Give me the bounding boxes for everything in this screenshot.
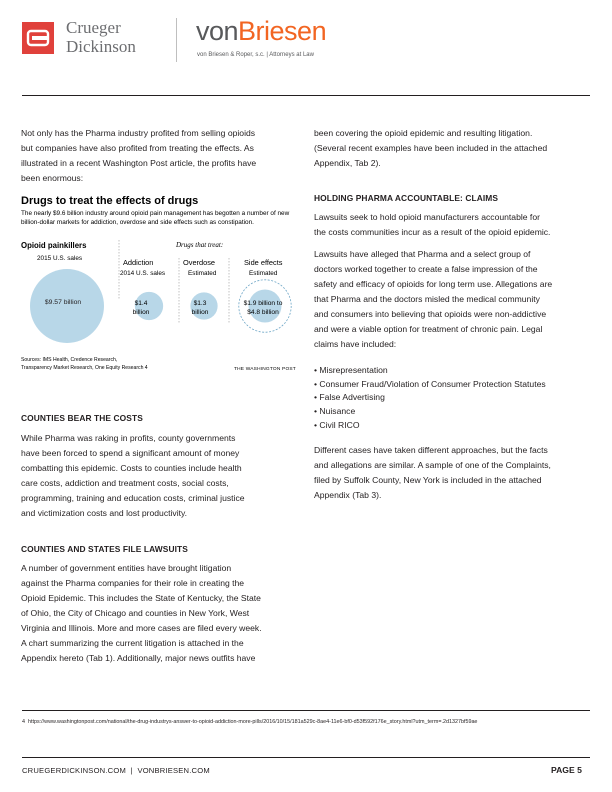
figure-title: Drugs to treat the effects of drugs bbox=[21, 195, 199, 207]
lawsuits-paragraph: A number of government entities have brought litigation against the Pharma companies for their role in creating the Opioid Epidemic. This includes the State of Kentucky, the State of Ohio, the City of Chicago and counties in New York, West Virginia and Illinois. More and more cases are filed every week. A chart summarizing the current litigation is attached in the Appendix hereto (Tab 1). Additionally, major news outfits have bbox=[21, 563, 262, 663]
crueger-dickinson-link[interactable]: CRUEGERDICKINSON.COM bbox=[22, 766, 126, 775]
footnote-link[interactable]: https://www.washingtonpost.com/national/the-drug-industrys-answer-to-opioid-addiction-more-pills/2016/10/15/181a529c-8ae4-11e6-bf0-d53f592f176e_story.html?utm_term=.2d1327bf59ae bbox=[28, 719, 478, 725]
right-continuation: been covering the opioid epidemic and resulting litigation. (Several recent examples have been included in the attached Appendix, Tab 2). bbox=[314, 128, 548, 168]
claims-heading: HOLDING PHARMA ACCOUNTABLE: CLAIMS bbox=[314, 193, 499, 203]
claims-paragraph-2: Lawsuits have alleged that Pharma and a select group of doctors worked together to create a false impression of the safety and efficacy of opioids for long term use. Allegations are that Pharma and the doctors misled the medical community and consumers into believing that opioids were non-addictive and were a viable option for treatment of chronic pain. Legal claims have included: bbox=[314, 249, 553, 349]
list-item: • Consumer Fraud/Violation of Consumer Protection Statutes bbox=[314, 378, 599, 392]
von-briesen-link[interactable]: VONBRIESEN.COM bbox=[137, 766, 210, 775]
footer-separator: | bbox=[130, 766, 133, 775]
header-rule bbox=[22, 95, 590, 96]
von-briesen-wordmark: vonBriesen bbox=[196, 16, 327, 46]
header-divider bbox=[176, 18, 177, 62]
counties-cost-heading: COUNTIES BEAR THE COSTS bbox=[21, 413, 143, 423]
side-effects-sub: Estimated bbox=[249, 270, 278, 277]
counties-cost-paragraph: While Pharma was raking in profits, county governments have been forced to spend a significant amount of money combatting this epidemic. Costs to counties include health care costs, addiction and treatment costs, social costs, programming, training and education costs, criminal justice and victimization costs and lost productivity. bbox=[21, 433, 245, 518]
drugs-that-treat-label: Drugs that treat: bbox=[176, 241, 224, 249]
list-item: • False Advertising bbox=[314, 391, 599, 405]
overdose-value: $1.3 billion bbox=[191, 300, 209, 316]
crueger-dickinson-logo-icon bbox=[22, 22, 54, 54]
lawsuits-heading: COUNTIES AND STATES FILE LAWSUITS bbox=[21, 544, 188, 554]
von-briesen-tagline: von Briesen & Roper, s.c. | Attorneys at Law bbox=[197, 52, 314, 58]
footnote-number: 4 bbox=[22, 719, 25, 725]
footer-rule bbox=[22, 757, 590, 758]
overdose-label: Overdose bbox=[183, 258, 216, 267]
figure-sources: Sources: IMS Health, Credence Research, Transparency Market Research, One Equity Research 4 bbox=[21, 357, 148, 371]
claims-paragraph-1: Lawsuits seek to hold opioid manufacturers accountable for the costs communities incur as a result of the opioid epidemic. bbox=[314, 212, 551, 237]
painkillers-value: $9.57 billion bbox=[44, 299, 82, 306]
claims-list bbox=[314, 364, 599, 433]
footer-links bbox=[22, 766, 210, 775]
side-effects-label: Side effects bbox=[244, 258, 283, 267]
page-number: PAGE 5 bbox=[551, 765, 582, 775]
addiction-value: $1.4 billion bbox=[132, 300, 150, 316]
list-item: • Misrepresentation bbox=[314, 364, 599, 378]
list-item: • Nuisance bbox=[314, 405, 599, 419]
side-effects-value: $1.9 billion to $4.8 billion bbox=[243, 300, 283, 316]
footnote bbox=[22, 718, 597, 726]
addiction-sub: 2014 U.S. sales bbox=[120, 270, 166, 277]
painkillers-label: Opioid painkillers bbox=[21, 241, 87, 250]
intro-paragraph: Not only has the Pharma industry profited from selling opioids but companies have also profited from treating the effects. As illustrated in a recent Washington Post article, the profits have been enormous: bbox=[21, 128, 257, 183]
footnote-rule bbox=[22, 710, 590, 711]
painkillers-sub: 2015 U.S. sales bbox=[37, 255, 83, 262]
overdose-sub: Estimated bbox=[188, 270, 217, 277]
list-item: • Civil RICO bbox=[314, 419, 599, 433]
crueger-dickinson-wordmark: Crueger Dickinson bbox=[66, 18, 136, 56]
figure-subtitle: The nearly $9.6 billion industry around opioid pain management has begotten a number of new billion-dollar markets for addiction, overdose and side effects such as constipation. bbox=[21, 210, 290, 226]
figure-credit: THE WASHINGTON POST bbox=[234, 367, 296, 372]
claims-paragraph-3: Different cases have taken different approaches, but the facts and allegations are similar. A sample of one of the Complaints, filed by Suffolk County, New York is included in the attached Appendix (Tab 3). bbox=[314, 445, 551, 500]
addiction-label: Addiction bbox=[123, 258, 154, 267]
